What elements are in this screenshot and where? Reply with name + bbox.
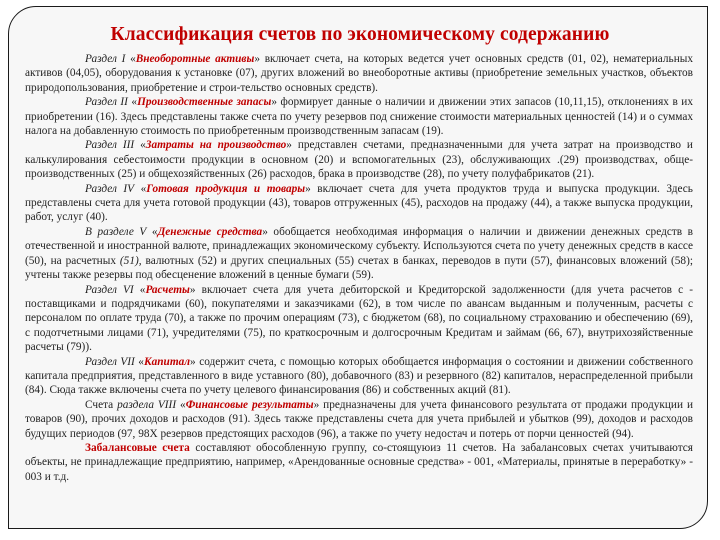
paragraph-prefix: Счета (85, 398, 114, 411)
document-body (25, 52, 693, 484)
highlight-term: Денежные средства (157, 225, 263, 238)
highlight-term: Забалансовые счета (85, 441, 190, 454)
section-label: В разделе V (85, 225, 147, 238)
paragraph-section-5: В разделе V «Денежные средства» обобщается необходимая информация о наличии и движении денежных средств в отечественной и иностранной валюте, принадлежащих экономическому субъекту. Используются счета по учету денежных средств в кассе (50), на расчетных (51), валютных (52) и других специальных (55) счетах в банках, переводов в пути (57), финансовых вложений (58); учтены также резервы под обесценение вложений в ценные бумаги (59). (25, 225, 694, 282)
paragraph-section-4: Раздел IV «Готовая продукция и товары» включает счета для учета продуктов труда и выпуска продукции. Здесь представлены счета для учета готовой продукции (43), товаров отгруженных (45), расходов на продажу (44), а также выпуска продукции, работ, услуг (40). (25, 182, 693, 224)
paragraph-text: валютных (52) и других специальных (55) счетах в банках, переводов в пути (57), финансовых вложений (58); учтены также резервы под обесценение вложений в ценные бумаги (59). (25, 254, 693, 282)
paragraph-section-3: Раздел III «Затраты на производство» представлен счетами, предназначенными для учета затрат на производство и калькулирования себестоимости продукции в основном (20) и вспомогательных (23), обслуживающих .(29) производствах, обще-производственных (25) и общехозяйственных (26) расходов, брака в производстве (28), по учету полуфабрикатов (21). (25, 139, 693, 181)
section-label: Раздел I (85, 53, 126, 65)
paragraph-text: предназначены для учета финансового результата от продажи продукции и товаров (90), прочих доходов и расходов (91). Здесь также представлены счета для учета прибылей и убытков (99), доходов и расходов будущих периодов (97, 98Х резервов предстоящих расходов (96), а также по учету недостач и потерь от порчи ценностей (94). (25, 398, 693, 440)
paragraph-text: включает счета для учета продуктов труда и выпуска продукции. Здесь представлены счета для учета готовой продукции (43), товаров отгруженных (45), расходов на продажу (44), а также выпуска продукции, работ, услуг (40). (25, 182, 693, 224)
highlight-term: Затраты на производство (145, 139, 287, 152)
paragraph-text: составляют обособленную группу, со-стоящуюиз 11 счетов. На забалансовых счетах учитываются объекты, не принадлежащие предприятию, например, «Арендованные основные средства» - 001, «Материалы, принятые в переработку» - 003 и т.д. (25, 441, 693, 483)
paragraph-off-balance (25, 441, 693, 484)
highlight-term: Расчеты (145, 283, 190, 296)
page-title: Классификация счетов по экономическому содержанию (110, 24, 610, 45)
highlight-term: Производственные запасы (137, 96, 272, 109)
paragraph-section-6: Раздел VI «Расчеты» включает счета для учета дебиторской и Кредиторской задолженности (для учета расчетов с - поставщиками и подрядчиками (60), покупателями и заказчиками (62), в том числе по авансам выданным и полученным, расчеты с персоналом по оплате труда (70), а также по прочим операциям (73), с бюджетом (68), по социальному страхованию и обеспечению (69), с подотчетными лицами (71), учредителями (75), по краткосрочным и долгосрочным Кредитам и займам (66, 67), внутрихозяйственные расчеты (79)). (25, 283, 694, 354)
paragraph-text: представлен счетами, предназначенными для учета затрат на производство и калькулирования себестоимости продукции в основном (20) и вспомогательных (23), обслуживающих .(29) производствах, обще-производственных (25) и общехозяйственных (26) расходов, брака в производстве (28), по учету полуфабрикатов (21). (25, 139, 693, 181)
account-ref: (51), (119, 254, 142, 267)
paragraph-section-7: Раздел VII «Капитал» содержит счета, с помощью которых обобщается информация о состоянии и движении собственного капитала предприятия, представленного в виде уставного (80), добавочного (83) и резервного (82) капиталов, нераспределенной прибыли (84). Сюда также включены счета по учету целевого финансирования (86) и собственных акций (81). (25, 355, 693, 397)
highlight-term: Финансовые результаты (185, 398, 314, 411)
highlight-term: Готовая продукция и товары (146, 182, 306, 195)
section-label: Раздел VII (85, 355, 135, 368)
section-label: Раздел VI (85, 283, 134, 296)
highlight-term: Внеоборотные активы (135, 53, 255, 65)
paragraph-text: формирует данные о наличии и движении этих запасов (10,11,15), отклонениях в их приобретении (16). Здесь представлены также счета по учету резервов под снижение стоимости материальных ценностей (14) и о суммах налога на добавленную стоимость по приобретенным производственным запасам (19). (25, 96, 693, 138)
section-label: раздела VIII (117, 398, 177, 411)
paragraph-text: включает счета, на которых ведется учет основных средств (01, 02), нематериальных активов (04,05), оборудования к установке (07), других вложений во внеоборотные активы (приобретение земельных участков, объектов природопользования, приобретение и строи-тельство основных средств). (25, 53, 693, 94)
paragraph-section-1: Раздел I «Внеоборотные активы» включает счета, на которых ведется учет основных средств (01, 02), нематериальных активов (04,05), оборудования к установке (07), других вложений во внеоборотные активы (приобретение земельных участков, объектов природопользования, приобретение и строи-тельство основных средств). (25, 53, 693, 94)
paragraph-section-2: Раздел II «Производственные запасы» формирует данные о наличии и движении этих запасов (10,11,15), отклонениях в их приобретении (16). Здесь представлены также счета по учету резервов под снижение стоимости материальных ценностей (14) и о суммах налога на добавленную стоимость по приобретенным производственным запасам (19). (25, 96, 693, 138)
paragraph-text: содержит счета, с помощью которых обобщается информация о состоянии и движении собственного капитала предприятия, представленного в виде уставного (80), добавочного (83) и резервного (82) капиталов, нераспределенной прибыли (84). Сюда также включены счета по учету целевого финансирования (86) и собственных акций (81). (25, 355, 693, 397)
highlight-term: Капитал (143, 355, 191, 368)
paragraph-text: включает счета для учета дебиторской и Кредиторской задолженности (для учета расчетов с - поставщиками и подрядчиками (60), покупателями и заказчиками (62), в том числе по авансам выданным и полученным, расчеты с персоналом по оплате труда (70), а также по прочим операциям (73), с бюджетом (68), по социальному страхованию и обеспечению (69), с подотчетными лицами (71), учредителями (75), по краткосрочным и долгосрочным Кредитам и займам (66, 67), внутрихозяйственные расчеты (79)). (25, 283, 694, 354)
section-label: Раздел III (85, 139, 135, 152)
paragraph-section-8: Счета раздела VIII «Финансовые результаты» предназначены для учета финансового результата от продажи продукции и товаров (90), прочих доходов и расходов (91). Здесь также представлены счета для учета прибылей и убытков (99), доходов и расходов будущих периодов (97, 98Х резервов предстоящих расходов (96), а также по учету недостач и потерь от порчи ценностей (94). (25, 398, 693, 440)
paragraph-text: обобщается необходимая информация о наличии и движении денежных средств в отечественной и иностранной валюте, принадлежащих экономическому субъекту. Используются счета по учету денежных средств в кассе (50), на расчетных (25, 225, 694, 267)
section-label: Раздел IV (85, 182, 135, 195)
section-label: Раздел II (85, 96, 128, 109)
